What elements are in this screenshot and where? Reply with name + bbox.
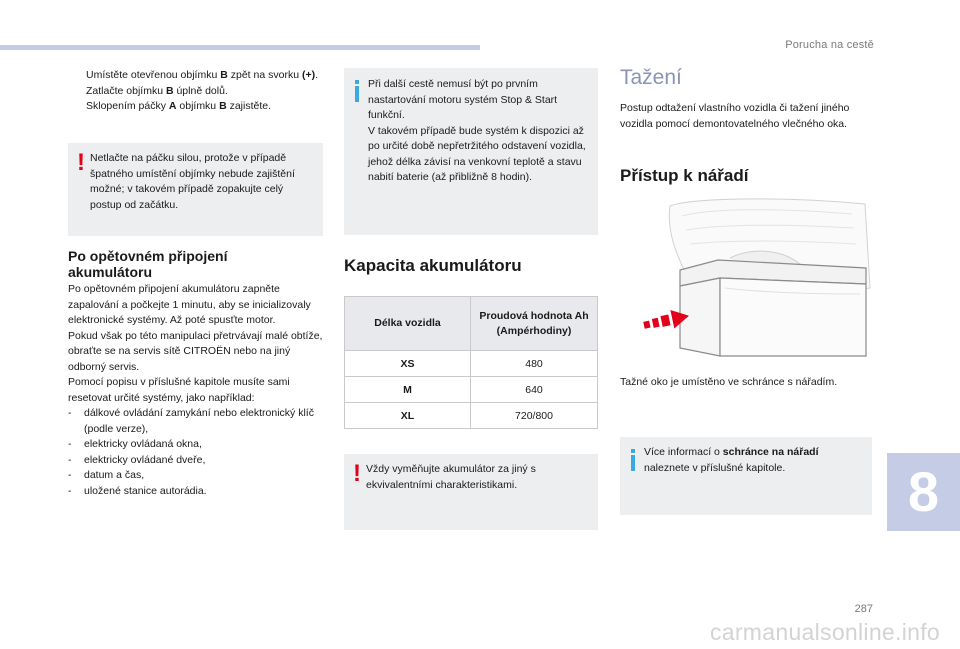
list-item: Zatlačte objímku B úplně dolů. [68, 84, 324, 100]
table-cell: 720/800 [471, 403, 598, 429]
header-accent-bar [0, 45, 480, 50]
towing-heading: Tažení [620, 66, 682, 89]
paragraph: Pokud však po této manipulaci přetrvávají malé obtíže, obraťte se na servis sítě CITROËN nebo na jiný odborný servis. [68, 329, 323, 373]
table-cell: 480 [471, 351, 598, 377]
warning-note: ! Vždy vyměňujte akumulátor za jiný s ekvivalentními charakteristikami. [344, 454, 598, 530]
table-cell: XL [345, 403, 471, 429]
chapter-tab: 8 [887, 453, 960, 531]
table-header-row [345, 297, 598, 351]
section-title: Porucha na cestě [785, 39, 874, 51]
list-item: - uložené stanice autorádia. [68, 484, 207, 497]
paragraph: Po opětovném připojení akumulátoru zapněte zapalování a počkejte 1 minutu, aby se inicializovaly elektronické systémy. Až poté spusťte motor. [68, 283, 311, 326]
info-note: Při další cestě nemusí být po prvním nastartování motoru systém Stop & Start funkční. V takovém případě bude systém k dispozici až po určité době nepřetržitého odstavení vozidla, jehož délka závisí na venkovní teplotě a stavu nabití baterie (až přibližně 8 hodin). [344, 68, 598, 235]
battery-capacity-table [344, 296, 598, 429]
reset-list [68, 406, 326, 499]
instruction-list [68, 68, 324, 115]
table-header-cell: Proudová hodnota Ah (Ampérhodiny) [471, 297, 598, 351]
table-cell: 640 [471, 377, 598, 403]
page-number: 287 [854, 603, 873, 615]
info-icon [352, 80, 362, 104]
table-row [345, 377, 598, 403]
reconnect-heading: Po opětovném připojení akumulátoru [68, 248, 228, 280]
warning-note: ! Netlačte na páčku silou, protože v případě špatného umístění objímky nebude zajištění možné; v takovém případě zopakujte celý postup od začátku. [68, 143, 323, 236]
bullet-icon [68, 99, 86, 115]
table-row [345, 403, 598, 429]
bullet-icon [68, 68, 86, 84]
bullet-icon [68, 84, 86, 100]
list-item: Sklopením páčky A objímku B zajistěte. [68, 99, 324, 115]
tools-caption: Tažné oko je umístěno ve schránce s nářadím. [620, 376, 838, 388]
paragraph: Pomocí popisu v příslušné kapitole musíte sami resetovat určité systémy, jako například: [68, 376, 290, 404]
capacity-heading: Kapacita akumulátoru [344, 256, 522, 275]
list-item: Umístěte otevřenou objímku B zpět na svorku (+). [68, 68, 324, 84]
list-item: - datum a čas, [68, 469, 145, 481]
reconnect-body [68, 282, 326, 499]
table-header-cell: Délka vozidla [345, 297, 471, 351]
table-cell: M [345, 377, 471, 403]
watermark: carmanualsonline.info [709, 619, 940, 645]
warning-icon: ! [353, 460, 361, 487]
info-icon [628, 449, 638, 473]
warning-icon: ! [77, 149, 85, 176]
list-item: - elektricky ovládané dveře, [68, 453, 206, 466]
list-item: - elektricky ovládaná okna, [68, 438, 202, 450]
table-row [345, 351, 598, 377]
list-item: - dálkové ovládání zamykání nebo elektronický klíč (podle verze), [68, 407, 314, 435]
info-note: Více informací o schránce na nářadí naleznete v příslušné kapitole. [620, 437, 872, 515]
table-cell: XS [345, 351, 471, 377]
tool-box-illustration [630, 198, 872, 358]
towing-text: Postup odtažení vlastního vozidla či tažení jiného vozidla pomocí demontovatelného vlečného oka. [620, 102, 850, 130]
tools-heading: Přístup k nářadí [620, 166, 749, 185]
